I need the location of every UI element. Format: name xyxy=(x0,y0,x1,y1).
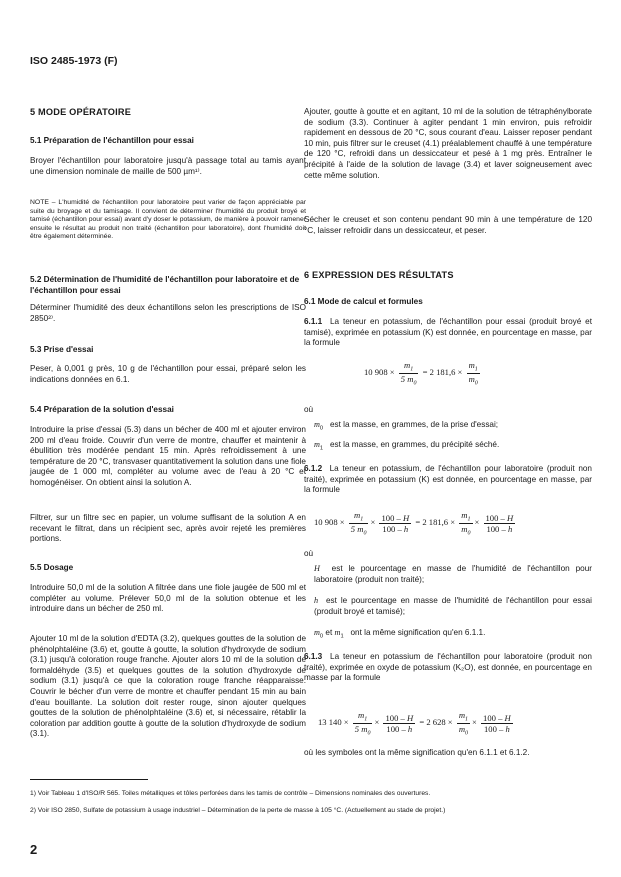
document-header: ISO 2485-1973 (F) xyxy=(30,55,118,67)
formula-3-fraction-d: $\frac{100 - H}{100 - h}$ xyxy=(483,712,511,734)
definition-h-text: est le pourcentage en masse de l'humidité de l'échantillon pour essai (produit broyé et tamisé); xyxy=(314,596,592,616)
section-5-4-text-2: Filtrer, sur un filtre sec en papier, un volume suffisant de la solution A en recevant le filtrat, dans un récipient sec, après avoir rejeté les premières portions. xyxy=(30,513,306,544)
where-label-2: où xyxy=(304,549,314,558)
formula-3: 13 140 × $\frac{m_1}{5 m_0}$ × $\frac{100 - H}{100 - h}$ = 2 628 × $\frac{m_1}{m_0}$ × $\frac{100 - H}{100 - h}$ xyxy=(318,710,511,737)
section-5-5-text-1: Introduire 50,0 ml de la solution A filtrée dans une fiole jaugée de 500 ml et compléter au volume. Prélever 50,0 ml de la solution obtenue et les introduire dans un bécher de 250 ml. xyxy=(30,583,306,614)
formula-2-factor: 10 908 × xyxy=(314,517,345,528)
formula-1 xyxy=(364,360,482,386)
section-5-5-continued-2: Sécher le creuset et son contenu pendant 90 min à une température de 120 °C, laisser refroidir dans un dessiccateur, et peser. xyxy=(304,215,592,235)
section-6-1-1-body: La teneur en potassium, de l'échantillon pour essai (produit broyé et tamisé), exprimée en potassium (K) est donnée, en pourcentage en masse, par la formule xyxy=(304,317,592,348)
definition-H-text: est le pourcentage en masse de l'humidité de l'échantillon pour laboratoire (produit non traité); xyxy=(314,564,592,584)
definition-m0-text: est la masse, en grammes, de la prise d'essai; xyxy=(329,420,499,429)
section-5-2-title: 5.2 Détermination de l'humidité de l'échantillon pour laboratoire et de l'échantillon pour essai xyxy=(30,275,300,295)
section-6-1-2-text xyxy=(304,464,592,496)
section-5-1-note: NOTE – L'humidité de l'échantillon pour laboratoire peut varier de façon appréciable par suite du broyage et du tamisage. Il convient de déterminer l'humidité du produit broyé et tamisé (échantillon pour essai) avant d'y doser le potassium, de manière à pouvoir ramener ensuite le résultat au produit non traité (échantillon pour laboratoire), dont l'humidité doit être également déterminée. xyxy=(30,199,306,241)
section-5-title: 5 MODE OPÉRATOIRE xyxy=(30,107,132,117)
section-5-3-title: 5.3 Prise d'essai xyxy=(30,345,94,354)
section-6-1-title: 6.1 Mode de calcul et formules xyxy=(304,297,423,306)
formula-1-fraction-b: $\frac{m_1}{m_0}$ xyxy=(468,360,478,387)
formula-2-fraction-b: $\frac{100 - H}{100 - h}$ xyxy=(381,512,410,534)
section-6-title: 6 EXPRESSION DES RÉSULTATS xyxy=(304,270,454,280)
page-number: 2 xyxy=(30,842,38,857)
section-5-1-title: 5.1 Préparation de l'échantillon pour essai xyxy=(30,136,194,145)
formula-2: 10 908 × $\frac{m_1}{5 m_0}$ × $\frac{100 - H}{100 - h}$ = 2 181,6 × $\frac{m_1}{m_0}$ × $\frac{100 - H}{100 - h}$ xyxy=(314,510,514,537)
section-6-1-3-number: 6.1.3 xyxy=(304,652,323,661)
section-5-2-text: Déterminer l'humidité des deux échantillons selon les prescriptions de ISO 2850²⁾. xyxy=(30,303,306,323)
formula-2-equals: = 2 181,6 × xyxy=(415,517,456,528)
section-6-1-1-number: 6.1.1 xyxy=(304,317,323,326)
formula-1-factor: 10 908 × xyxy=(364,367,395,378)
section-6-1-2-number: 6.1.2 xyxy=(304,464,323,473)
formula-2-fraction-c: $\frac{m_1}{m_0}$ xyxy=(461,510,471,537)
formula-1-equals: = 2 181,6 × xyxy=(422,367,463,378)
section-6-1-3-end: où les symboles ont la même signification qu'en 6.1.1 et 6.1.2. xyxy=(304,748,530,757)
footnote-divider xyxy=(30,779,148,780)
section-5-5-text-2: Ajouter 10 ml de la solution d'EDTA (3.2), quelques gouttes de la solution de phénolphtaléine (3.6) et, goutte à goutte, la solution d'hydroxyde de sodium (3.1) jusqu'à coloration rouge franche. Ajouter alors 10 ml de la solution de formaldéhyde (3.5) et quelques gouttes de la solution d'hydroxyde de sodium (3.1) jusqu'à ce que la coloration rouge franche réapparaisse. Couvrir le bécher d'un verre de montre et chauffer pendant 15 min au bain d'eau bouillante. La solution doit rester rouge, sinon ajouter quelques gouttes de la solution de phénolphtaléine (3.6) et, si nécessaire, rétablir la coloration par addition goutte à goutte de la solution d'hydroxyde de sodium (3.1). xyxy=(30,634,306,739)
definition-m0-m1: $m_0$ et $m_1$ ont la même signification qu'en 6.1.1. xyxy=(314,628,486,640)
formula-2-fraction-d: $\frac{100 - H}{100 - h}$ xyxy=(485,512,514,534)
definition-m0-m1-text: ont la même signification qu'en 6.1.1. xyxy=(350,628,486,637)
section-6-1-3-text xyxy=(304,652,592,684)
definition-m0: $m_0$ est la masse, en grammes, de la prise d'essai; xyxy=(314,420,499,432)
footnote-1: 1) Voir Tableau 1 d'ISO/R 565. Toiles métalliques et tôles perforées dans les tamis de contrôle – Dimensions nominales des ouvertures. xyxy=(30,790,431,797)
section-6-1-1-text xyxy=(304,317,592,349)
section-5-4-title: 5.4 Préparation de la solution d'essai xyxy=(30,405,174,414)
footnote-2: 2) Voir ISO 2850, Sulfate de potassium à usage industriel – Détermination de la perte de masse à 105 °C. (Actuellement au stade de projet.) xyxy=(30,807,446,814)
formula-1-fraction-a: $\frac{m_1}{5 m_0}$ xyxy=(400,360,417,387)
section-6-1-2-body: La teneur en potassium, de l'échantillon pour laboratoire (produit non traité), exprimée en potassium (K) est donnée, en pourcentage en masse, par la formule xyxy=(304,464,592,495)
definition-m1: $m_1$ est la masse, en grammes, du précipité séché. xyxy=(314,440,500,452)
formula-3-fraction-a: $\frac{m_1}{5 m_0}$ xyxy=(354,710,371,737)
section-5-5-continued-1: Ajouter, goutte à goutte et en agitant, 10 ml de la solution de tétraphénylborate de sodium (3.3). Continuer à agiter pendant 1 min environ, puis refroidir rapidement en dessous de 20 °C, sous courant d'eau. Laisser reposer pendant 10 min, puis filtrer sur le creuset (4.1) préalablement chauffé à une température de 120 °C, refroidi dans un dessiccateur et pesé à 1 mg près. Entraîner le précipité à l'aide de la solution de lavage (3.4) et laver soigneusement avec cette même solution. xyxy=(304,107,592,180)
formula-3-factor: 13 140 × xyxy=(318,717,349,728)
formula-2-fraction-a: $\frac{m_1}{5 m_0}$ xyxy=(350,510,367,537)
formula-3-fraction-b: $\frac{100 - H}{100 - h}$ xyxy=(385,712,414,734)
definition-h: h est le pourcentage en masse de l'humidité de l'échantillon pour essai (produit broyé et tamisé); xyxy=(314,596,592,616)
formula-3-fraction-c: $\frac{m_1}{m_0}$ xyxy=(458,710,469,737)
definition-H: H est le pourcentage en masse de l'humidité de l'échantillon pour laboratoire (produit non traité); xyxy=(314,564,592,584)
section-5-1-text: Broyer l'échantillon pour laboratoire jusqu'à passage total au tamis ayant une dimension nominale de maille de 500 µm¹⁾. xyxy=(30,156,306,176)
section-5-5-title: 5.5 Dosage xyxy=(30,563,74,572)
section-6-1-3-body: La teneur en potassium de l'échantillon pour laboratoire (produit non traité), exprimée en oxyde de potassium (K₂O), est donnée, en pourcentage en masse par la formule xyxy=(304,652,592,683)
where-label-1: où xyxy=(304,405,314,414)
formula-3-equals: = 2 628 × xyxy=(419,717,453,728)
definition-m1-text: est la masse, en grammes, du précipité séché. xyxy=(329,440,500,449)
section-5-3-text: Peser, à 0,001 g près, 10 g de l'échantillon pour essai, préparé selon les indications données en 6.1. xyxy=(30,364,306,384)
section-5-4-text-1: Introduire la prise d'essai (5.3) dans un bécher de 400 ml et ajouter environ 200 ml d'eau froide. Couvrir d'un verre de montre, chauffer et maintenir à ébullition très modérée pendant 15 min. Après refroidissement à une température de 20 °C, transvaser quantitativement la solution dans une fiole jaugée de 1 000 ml, compléter au volume avec de l'eau à 20 °C et homogénéiser. On obtient ainsi la solution A. xyxy=(30,425,306,487)
